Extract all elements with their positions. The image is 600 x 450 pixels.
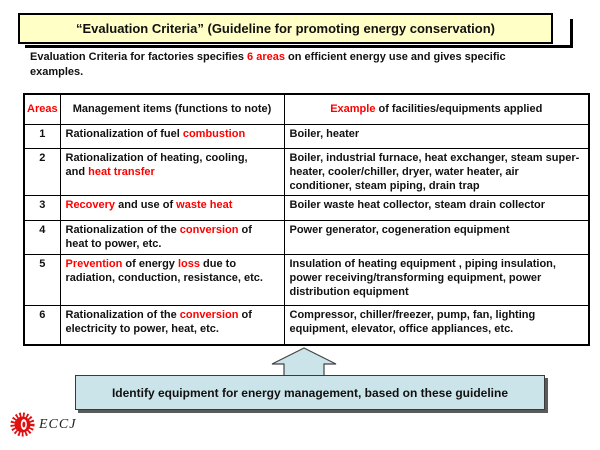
areas-header: Areas (24, 94, 60, 124)
page-title: “Evaluation Criteria” (Guideline for promoting energy conservation) (76, 21, 495, 36)
up-arrow-icon (270, 347, 338, 376)
table-header-row (24, 94, 589, 124)
area-number-cell: 6 (24, 305, 60, 345)
management-item-cell: Rationalization of the conversion of electricity to power, heat, etc. (60, 305, 284, 345)
callout-box (75, 375, 545, 410)
area-number-cell: 2 (24, 148, 60, 195)
example-cell: Boiler waste heat collector, steam drain collector (284, 195, 589, 220)
management-item-cell: Rationalization of the conversion of heat to power, etc. (60, 220, 284, 254)
management-item-cell: Recovery and use of waste heat (60, 195, 284, 220)
criteria-table-body (24, 124, 589, 345)
table-row (24, 195, 589, 220)
examples-header: Example of facilities/equipments applied (284, 94, 589, 124)
area-number-cell: 4 (24, 220, 60, 254)
title-box (18, 13, 553, 44)
eccj-sunburst-icon (10, 412, 35, 437)
criteria-table (23, 93, 590, 346)
eccj-logo-text: ECCJ (39, 416, 77, 432)
example-cell: Insulation of heating equipment , piping insulation, power receiving/transforming equipment, power distribution equipment (284, 254, 589, 305)
management-items-header: Management items (functions to note) (60, 94, 284, 124)
table-row (24, 305, 589, 345)
example-cell: Boiler, heater (284, 124, 589, 148)
table-row (24, 220, 589, 254)
area-number-cell: 5 (24, 254, 60, 305)
example-cell: Boiler, industrial furnace, heat exchanger, steam super-heater, cooler/chiller, dryer, water heater, air conditioner, steam piping, drain trap (284, 148, 589, 195)
callout-text: Identify equipment for energy management, based on these guideline (111, 385, 509, 400)
example-cell: Power generator, cogeneration equipment (284, 220, 589, 254)
table-row (24, 254, 589, 305)
table-row (24, 124, 589, 148)
management-item-cell: Prevention of energy loss due to radiation, conduction, resistance, etc. (60, 254, 284, 305)
management-item-cell: Rationalization of fuel combustion (60, 124, 284, 148)
table-row (24, 148, 589, 195)
eccj-logo (10, 412, 76, 437)
intro-text: Evaluation Criteria for factories specifies 6 areas on efficient energy use and gives specific examples. (30, 51, 506, 78)
management-item-cell: Rationalization of heating, cooling, and heat transfer (60, 148, 284, 195)
example-cell: Compressor, chiller/freezer, pump, fan, lighting equipment, elevator, office appliances, etc. (284, 305, 589, 345)
area-number-cell: 1 (24, 124, 60, 148)
area-number-cell: 3 (24, 195, 60, 220)
